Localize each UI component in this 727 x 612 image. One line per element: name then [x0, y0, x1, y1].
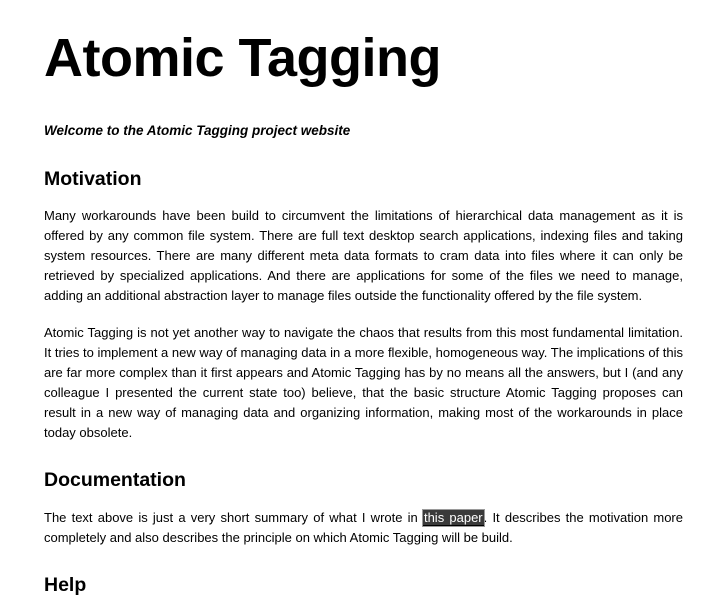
heading-help: Help [44, 573, 87, 596]
page-tagline: Welcome to the Atomic Tagging project website [44, 123, 351, 138]
documentation-paragraph [44, 508, 683, 548]
this-paper-link[interactable]: this paper [423, 509, 483, 525]
documentation-text-before-link: The text above is just a very short summary of what I wrote in [44, 509, 423, 525]
motivation-paragraph-1: Many workarounds have been build to circumvent the limitations of hierarchical data management as it is offered by any common file system. There are full text desktop search applications, indexing files and taking system resources. There are many different meta data formats to cram data into files where it can only be retrieved by specialized applications. And there are applications for some of the files we need to manage, adding an additional abstraction layer to manage files outside the functionality offered by the file system. [44, 208, 683, 304]
motivation-paragraph-2: Atomic Tagging is not yet another way to navigate the chaos that results from this most fundamental limitation. It tries to implement a new way of managing data in a more flexible, homogeneous way. The implications of this are far more complex than it first appears and Atomic Tagging has by no means all the answers, but I (and any colleague I presented the current state too) believe, that the basic structure Atomic Tagging proposes can result in a new way of managing data and organizing information, making most of the workarounds in place today obsolete. [44, 325, 684, 441]
documentation-text-after-link: . It describes the motivation more completely and also describes the principle on which Atomic Tagging will be build. [44, 509, 683, 545]
page-title: Atomic Tagging [44, 28, 441, 88]
heading-motivation: Motivation [44, 168, 142, 190]
main-content [44, 168, 683, 612]
heading-documentation: Documentation [44, 469, 186, 492]
